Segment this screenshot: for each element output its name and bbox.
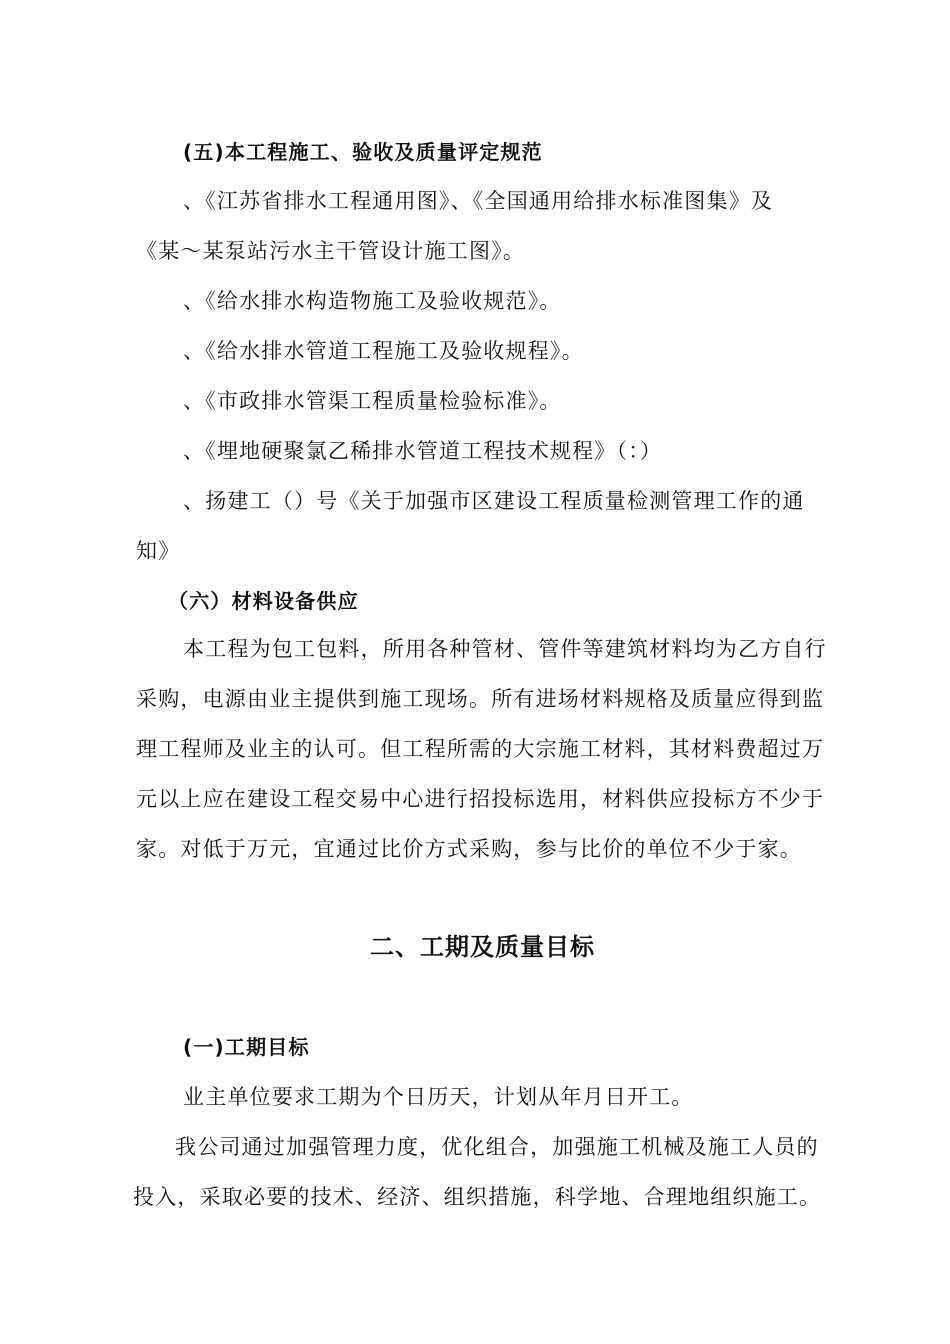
spec-item-6-line1: 、扬建工（）号《关于加强市区建设工程质量检测管理工作的通: [183, 489, 805, 513]
spec-item-3: 、《给水排水管道工程施工及验收规程》。: [183, 339, 584, 363]
materials-paragraph-line-5: 家。对低于万元，宜通过比价方式采购，参与比价的单位不少于家。: [136, 837, 802, 861]
materials-paragraph-line-2: 采购，电源由业主提供到施工现场。所有进场材料规格及质量应得到监: [136, 687, 825, 711]
spec-item-1-line2: 《某～某泵站污水主干管设计施工图》。: [136, 239, 526, 263]
schedule-goal-heading: (一)工期目标: [183, 1035, 310, 1059]
spec-item-2: 、《给水排水构造物施工及验收规范》。: [183, 289, 562, 313]
section-six-heading: （六）材料设备供应: [168, 589, 359, 613]
materials-paragraph-line-3: 理工程师及业主的认可。但工程所需的大宗施工材料，其材料费超过万: [136, 737, 825, 761]
materials-paragraph-line-1: 本工程为包工包料，所用各种管材、管件等建筑材料均为乙方自行: [183, 637, 827, 661]
materials-paragraph-line-4: 元以上应在建设工程交易中心进行招投标选用，材料供应投标方不少于: [136, 787, 825, 811]
chapter-two-title: 二、工期及质量目标: [370, 933, 595, 961]
schedule-paragraph-2-line-2: 投入，采取必要的技术、经济、组织措施，科学地、合理地组织施工。: [133, 1185, 822, 1209]
spec-item-5: 、《埋地硬聚氯乙稀排水管道工程技术规程》（：）: [183, 439, 663, 463]
spec-item-6-line2: 知》: [136, 539, 181, 563]
spec-item-4: 、《市政排水管渠工程质量检验标准》。: [183, 389, 562, 413]
spec-item-1-text: 、《江苏省排水工程通用图》、《全国通用给排水标准图集》及: [183, 189, 774, 213]
schedule-paragraph-1: 业主单位要求工期为个日历天，计划从年月日开工。: [183, 1085, 694, 1109]
schedule-paragraph-2-line-1: 我公司通过加强管理力度，优化组合，加强施工机械及施工人员的: [175, 1135, 819, 1159]
section-five-heading: (五)本工程施工、验收及质量评定规范: [183, 140, 543, 164]
spec-item-1-line1: [183, 186, 835, 216]
